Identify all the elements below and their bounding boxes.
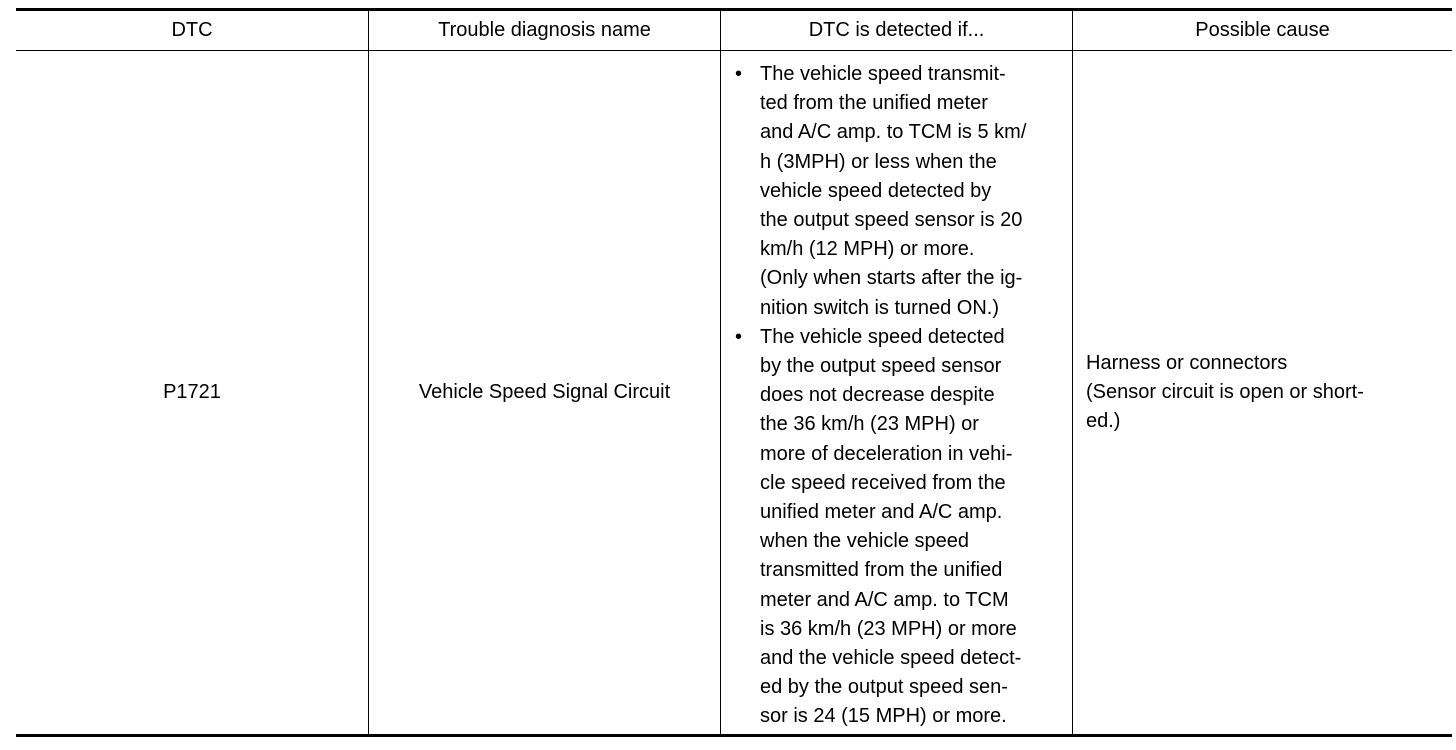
condition-list — [721, 60, 1026, 732]
bullet-icon: • — [735, 63, 743, 85]
header-trouble-diagnosis-name: Trouble diagnosis name — [438, 19, 651, 41]
condition-line: ted from the unified meter — [760, 92, 988, 115]
cell-dtc-code — [16, 51, 368, 734]
header-dtc-detected-if: DTC is detected if... — [808, 19, 985, 41]
diagnosis-name: Vehicle Speed Signal Circuit — [418, 381, 671, 403]
cause-line: Harness or connectors — [1086, 351, 1288, 374]
condition-line: by the output speed sensor — [760, 355, 1002, 378]
condition-line: sor is 24 (15 MPH) or more. — [760, 705, 1007, 728]
header-dtc: DTC — [171, 19, 213, 41]
bullet-icon: • — [735, 325, 743, 348]
condition-line: (Only when starts after the ig- — [760, 267, 1023, 290]
condition-line: cle speed received from the — [760, 471, 1006, 494]
condition-line: the 36 km/h (23 MPH) or — [760, 413, 979, 436]
condition-line: is 36 km/h (23 MPH) or more — [760, 617, 1017, 640]
table-bottom-rule — [16, 734, 1452, 737]
condition-line: nition switch is turned ON.) — [760, 296, 999, 319]
condition-line: h (3MPH) or less when the — [760, 150, 997, 173]
cell-detection-conditions — [721, 51, 1072, 734]
condition-line: km/h (12 MPH) or more. — [760, 238, 975, 261]
condition-line: unified meter and A/C amp. — [760, 501, 1003, 524]
condition-line: when the vehicle speed — [760, 530, 970, 553]
dtc-table — [16, 8, 1452, 737]
header-possible-cause: Possible cause — [1195, 19, 1330, 41]
condition-line: more of deceleration in vehi- — [760, 442, 1013, 465]
condition-line: the output speed sensor is 20 — [760, 209, 1023, 232]
condition-line: vehicle speed detected by — [760, 179, 992, 202]
cause-line: ed.) — [1086, 410, 1121, 433]
cause-line: (Sensor circuit is open or short- — [1086, 380, 1364, 403]
condition-line: meter and A/C amp. to TCM — [760, 588, 1009, 611]
condition-line: The vehicle speed transmit- — [760, 63, 1006, 85]
condition-line: and A/C amp. to TCM is 5 km/ — [760, 121, 1027, 144]
condition-line: ed by the output speed sen- — [760, 676, 1008, 699]
cell-diagnosis-name — [369, 51, 720, 734]
condition-line: and the vehicle speed detect- — [760, 647, 1022, 670]
possible-cause-text — [1086, 349, 1364, 437]
condition-item — [721, 323, 1026, 732]
condition-item — [721, 60, 1026, 323]
condition-line: transmitted from the unified — [760, 559, 1003, 582]
condition-line: The vehicle speed detected — [760, 325, 1005, 348]
cell-possible-cause — [1073, 51, 1452, 734]
dtc-code: P1721 — [163, 381, 221, 403]
condition-line: does not decrease despite — [760, 384, 995, 407]
